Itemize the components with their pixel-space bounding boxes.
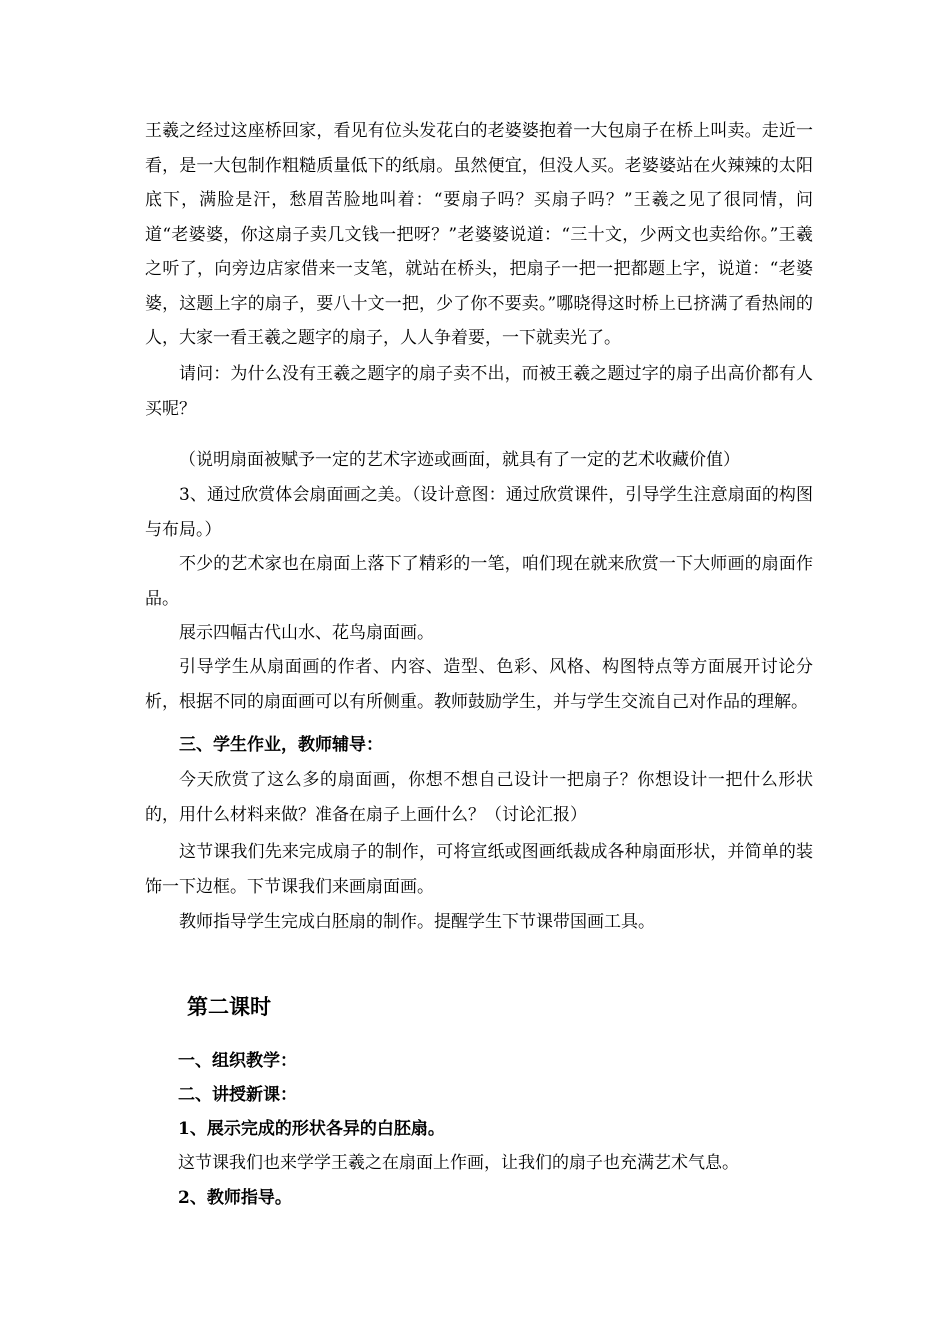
story-paragraph: 王羲之经过这座桥回家，看见有位头发花白的老婆婆抱着一大包扇子在桥上叫卖。走近一看，是一大包制作粗糙质量低下的纸扇。虽然便宜，但没人买。老婆婆站在火辣辣的太阳底下，满脸是汗，愁眉苦脸地叫着：“要扇子吗？买扇子吗？”王羲之见了很同情，问道“老婆婆，你这扇子卖几文钱一把呀？”老婆婆说道：“三十文，少两文也卖给你。”王羲之听了，向旁边店家借来一支笔，就站在桥头，把扇子一把一把都题上字，说道：“老婆婆，这题上字的扇子，要八十文一把，少了你不要卖。”哪晓得这时桥上已挤满了看热闹的人，大家一看王羲之题字的扇子，人人争着要，一下就卖光了。 — [145, 121, 813, 348]
lesson2-title: 第二课时 — [187, 994, 271, 1019]
lesson2-item-teach: 二、讲授新课： — [178, 1085, 297, 1105]
question-paragraph: 请问：为什么没有王羲之题字的扇子卖不出，而被王羲之题过字的扇子出高价都有人买呢？ — [145, 364, 813, 419]
lesson2-item-show-fans: 1、展示完成的形状各异的白胚扇。 — [178, 1119, 445, 1139]
note-paragraph: （说明扇面被赋予一定的艺术字迹或画面，就具有了一定的艺术收藏价值） — [179, 450, 740, 470]
step3-paragraph: 3、通过欣赏体会扇面画之美。（设计意图：通过欣赏课件，引导学生注意扇面的构图与布局。） — [145, 485, 813, 540]
homework-paragraph: 今天欣赏了这么多的扇面画，你想不想自己设计一把扇子？你想设计一把什么形状的，用什么材料来做？准备在扇子上画什么？（讨论汇报） — [145, 770, 813, 825]
section3-title: 三、学生作业，教师辅导： — [179, 735, 383, 755]
teacher-paragraph: 教师指导学生完成白胚扇的制作。提醒学生下节课带国画工具。 — [179, 912, 655, 932]
lesson2-item-organize: 一、组织教学： — [178, 1051, 297, 1071]
lesson2-paragraph: 这节课我们也来学学王羲之在扇面上作画，让我们的扇子也充满艺术气息。 — [178, 1153, 739, 1173]
guide-paragraph: 引导学生从扇面画的作者、内容、造型、色彩、风格、构图特点等方面展开讨论分析，根据不同的扇面画可以有所侧重。教师鼓励学生，并与学生交流自己对作品的理解。 — [145, 657, 813, 712]
lesson2-item-guidance: 2、教师指导。 — [178, 1188, 292, 1208]
make-paragraph: 这节课我们先来完成扇子的制作，可将宣纸或图画纸裁成各种扇面形状，并简单的装饰一下边框。下节课我们来画扇面画。 — [145, 842, 813, 897]
artists-paragraph: 不少的艺术家也在扇面上落下了精彩的一笔，咱们现在就来欣赏一下大师画的扇面作品。 — [145, 554, 813, 609]
show-paragraph: 展示四幅古代山水、花鸟扇面画。 — [179, 623, 434, 643]
